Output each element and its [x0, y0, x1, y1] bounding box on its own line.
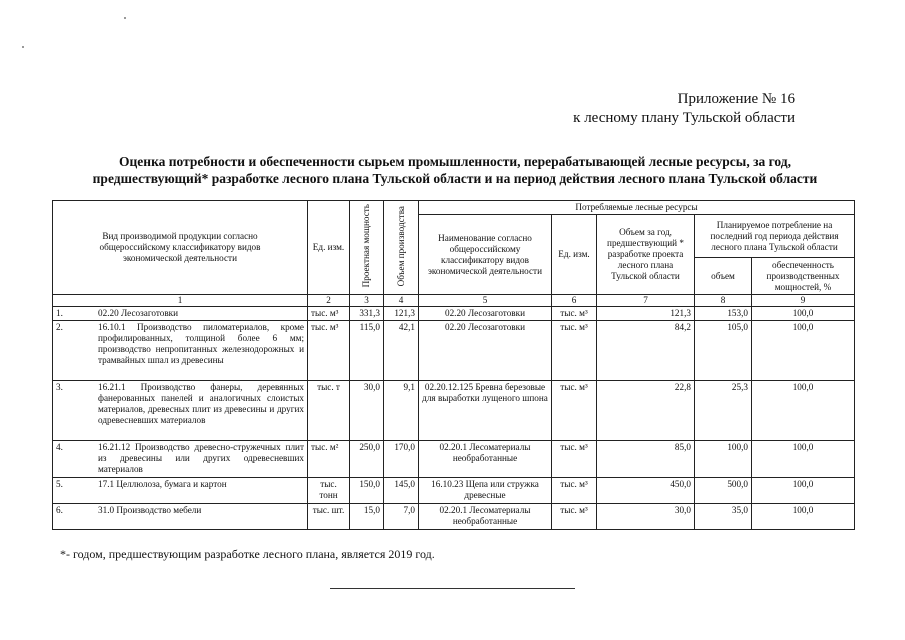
supply-cell: 100,0: [752, 321, 855, 381]
resource-unit-cell: тыс. м³: [552, 441, 597, 478]
header-unit: Ед. изм.: [308, 201, 350, 295]
col-number: 9: [752, 295, 855, 307]
header-resource-name: Наименование согласно общероссийскому классификатору видов экономической деятельности: [419, 215, 552, 295]
capacity-cell: 115,0: [350, 321, 384, 381]
supply-cell: 100,0: [752, 441, 855, 478]
planned-volume-cell: 153,0: [695, 307, 752, 321]
table-row: [53, 504, 855, 530]
supply-cell: 100,0: [752, 381, 855, 441]
col-number: 1: [53, 295, 308, 307]
header-product: Вид производимой продукции согласно общероссийскому классификатору видов экономической деятельности: [53, 201, 308, 295]
unit-cell: тыс. шт.: [308, 504, 350, 530]
resource-unit-cell: тыс. м³: [552, 504, 597, 530]
production-cell: 9,1: [384, 381, 419, 441]
resource-cell: 02.20 Лесозаготовки: [419, 307, 552, 321]
product-cell: 5. 17.1 Целлюлоза, бумага и картон: [53, 478, 308, 504]
planned-volume-cell: 25,3: [695, 381, 752, 441]
unit-cell: тыс. тонн: [308, 478, 350, 504]
resource-unit-cell: тыс. м³: [552, 478, 597, 504]
table-row: [53, 321, 855, 381]
prev-volume-cell: 22,8: [597, 381, 695, 441]
header-production: Объем производства: [384, 201, 419, 295]
table-row: [53, 307, 855, 321]
signature-line: [330, 588, 575, 589]
appendix-header: [573, 90, 795, 128]
capacity-cell: 150,0: [350, 478, 384, 504]
resource-unit-cell: тыс. м³: [552, 307, 597, 321]
planned-volume-cell: 500,0: [695, 478, 752, 504]
supply-cell: 100,0: [752, 504, 855, 530]
col-number: 4: [384, 295, 419, 307]
planned-volume-cell: 105,0: [695, 321, 752, 381]
resource-cell: 02.20 Лесозаготовки: [419, 321, 552, 381]
resource-cell: 02.20.1 Лесоматериалы необработанные: [419, 504, 552, 530]
unit-cell: тыс. м²: [308, 441, 350, 478]
table-row: [53, 441, 855, 478]
resource-cell: 16.10.23 Щепа или стружка древесные: [419, 478, 552, 504]
header-resource-unit: Ед. изм.: [552, 215, 597, 295]
capacity-cell: 331,3: [350, 307, 384, 321]
header-capacity: Проектная мощность: [350, 201, 384, 295]
unit-cell: тыс. м³: [308, 307, 350, 321]
table-row: [53, 478, 855, 504]
col-number: 6: [552, 295, 597, 307]
production-cell: 7,0: [384, 504, 419, 530]
appendix-ref: к лесному плану Тульской области: [573, 110, 795, 126]
prev-volume-cell: 121,3: [597, 307, 695, 321]
col-number: 3: [350, 295, 384, 307]
product-cell: 1. 02.20 Лесозаготовки: [53, 307, 308, 321]
scan-speck: [22, 46, 24, 48]
product-cell: 4. 16.21.12 Производство древесно-стружечных плит из древесины или других одревесневших материалов: [53, 441, 308, 478]
resource-cell: 02.20.1 Лесоматериалы необработанные: [419, 441, 552, 478]
prev-volume-cell: 85,0: [597, 441, 695, 478]
unit-cell: тыс. м³: [308, 321, 350, 381]
footnote: *- годом, предшествующим разработке лесного плана, является 2019 год.: [60, 547, 435, 561]
capacity-cell: 250,0: [350, 441, 384, 478]
title-line-1: Оценка потребности и обеспеченности сырьем промышленности, перерабатывающей лесные ресурсы, за год,: [119, 154, 791, 169]
supply-cell: 100,0: [752, 478, 855, 504]
column-numbers-row: [53, 295, 855, 307]
header-planned-group: Планируемое потребление на последний год периода действия лесного плана Тульской области: [695, 215, 855, 258]
col-number: 7: [597, 295, 695, 307]
prev-volume-cell: 30,0: [597, 504, 695, 530]
appendix-number: Приложение № 16: [677, 91, 795, 107]
planned-volume-cell: 100,0: [695, 441, 752, 478]
header-consumed-group: Потребляемые лесные ресурсы: [419, 201, 855, 215]
table-row: [53, 381, 855, 441]
production-cell: 121,3: [384, 307, 419, 321]
production-cell: 170,0: [384, 441, 419, 478]
product-cell: 3. 16.21.1 Производство фанеры, деревянных фанерованных панелей и аналогичных слоистых материалов, древесных плит из древесины и других одревесневших материалов: [53, 381, 308, 441]
header-prev-volume: Объем за год, предшествующий * разработке проекта лесного плана Тульской области: [597, 215, 695, 295]
prev-volume-cell: 84,2: [597, 321, 695, 381]
header-planned-volume: объем: [695, 258, 752, 295]
col-number: 2: [308, 295, 350, 307]
product-cell: 6. 31.0 Производство мебели: [53, 504, 308, 530]
production-cell: 145,0: [384, 478, 419, 504]
header-planned-supply: обеспеченность производственных мощностей, %: [752, 258, 855, 295]
scan-speck: [124, 17, 126, 19]
capacity-cell: 15,0: [350, 504, 384, 530]
col-number: 5: [419, 295, 552, 307]
unit-cell: тыс. т: [308, 381, 350, 441]
col-number: 8: [695, 295, 752, 307]
supply-cell: 100,0: [752, 307, 855, 321]
title-line-2: предшествующий* разработке лесного плана Тульской области и на период действия лесного плана Тульской области: [92, 171, 818, 186]
document-title: [40, 153, 870, 187]
planned-volume-cell: 35,0: [695, 504, 752, 530]
prev-volume-cell: 450,0: [597, 478, 695, 504]
resource-unit-cell: тыс. м³: [552, 321, 597, 381]
resource-cell: 02.20.12.125 Бревна березовые для выработки лущеного шпона: [419, 381, 552, 441]
capacity-cell: 30,0: [350, 381, 384, 441]
product-cell: 2. 16.10.1 Производство пиломатериалов, кроме профилированных, толщиной более 6 мм; производство непропитанных железнодорожных и трамвайных шпал из древесины: [53, 321, 308, 381]
resource-unit-cell: тыс. м³: [552, 381, 597, 441]
production-cell: 42,1: [384, 321, 419, 381]
resources-table: [52, 200, 855, 530]
